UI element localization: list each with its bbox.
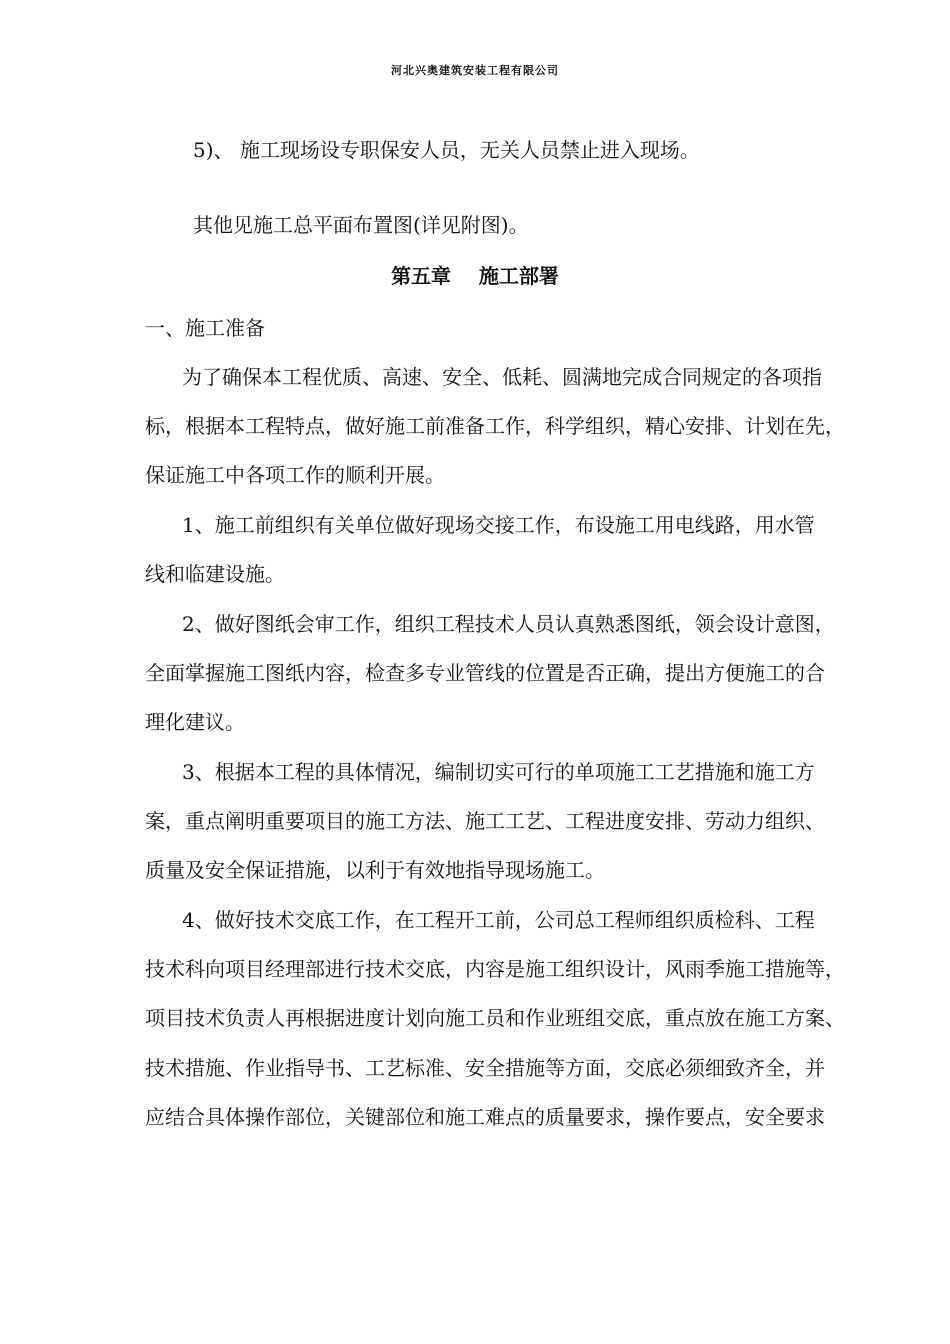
paragraph-1-line-2: 标，根据本工程特点，做好施工前准备工作，科学组织，精心安排、计划在先， xyxy=(145,414,845,438)
chapter-title: 第五章 施工部署 xyxy=(391,264,559,288)
paragraph-3-line-2: 全面掌握施工图纸内容，检查多专业管线的位置是否正确，提出方便施工的合 xyxy=(145,661,825,685)
paragraph-2-line-1: 1、施工前组织有关单位做好现场交接工作，布设施工用电线路，用水管 xyxy=(182,513,815,537)
paragraph-5-line-1: 4、做好技术交底工作，在工程开工前，公司总工程师组织质检科、工程 xyxy=(182,908,815,932)
paragraph-5-line-4: 技术措施、作业指导书、工艺标准、安全措施等方面，交底必须细致齐全，并 xyxy=(145,1056,825,1080)
paragraph-5-line-5: 应结合具体操作部位，关键部位和施工难点的质量要求，操作要点，安全要求 xyxy=(145,1105,825,1129)
paragraph-1-line-3: 保证施工中各项工作的顺利开展。 xyxy=(145,463,445,487)
paragraph-5-line-2: 技术科向项目经理部进行技术交底，内容是施工组织设计，风雨季施工措施等， xyxy=(145,957,845,981)
paragraph-5-line-3: 项目技术负责人再根据进度计划向施工员和作业班组交底，重点放在施工方案、 xyxy=(145,1006,845,1030)
paragraph-3-line-1: 2、做好图纸会审工作，组织工程技术人员认真熟悉图纸，领会设计意图， xyxy=(182,612,835,636)
paragraph-1-line-1: 为了确保本工程优质、高速、安全、低耗、圆满地完成合同规定的各项指 xyxy=(182,365,822,389)
paragraph-4-line-1: 3、根据本工程的具体情况，编制切实可行的单项施工工艺措施和施工方 xyxy=(182,760,815,784)
page-header-company: 河北兴奥建筑安装工程有限公司 xyxy=(391,64,559,77)
section-heading: 一、施工准备 xyxy=(145,316,265,340)
paragraph-4-line-3: 质量及安全保证措施，以利于有效地指导现场施工。 xyxy=(145,858,605,882)
other-note-text: 其他见施工总平面布置图(详见附图)。 xyxy=(193,213,529,237)
item-5-text: 5)、 施工现场设专职保安人员，无关人员禁止进入现场。 xyxy=(193,138,700,162)
paragraph-2-line-2: 线和临建设施。 xyxy=(145,562,285,586)
paragraph-3-line-3: 理化建议。 xyxy=(145,710,245,734)
paragraph-4-line-2: 案，重点阐明重要项目的施工方法、施工工艺、工程进度安排、劳动力组织、 xyxy=(145,809,825,833)
